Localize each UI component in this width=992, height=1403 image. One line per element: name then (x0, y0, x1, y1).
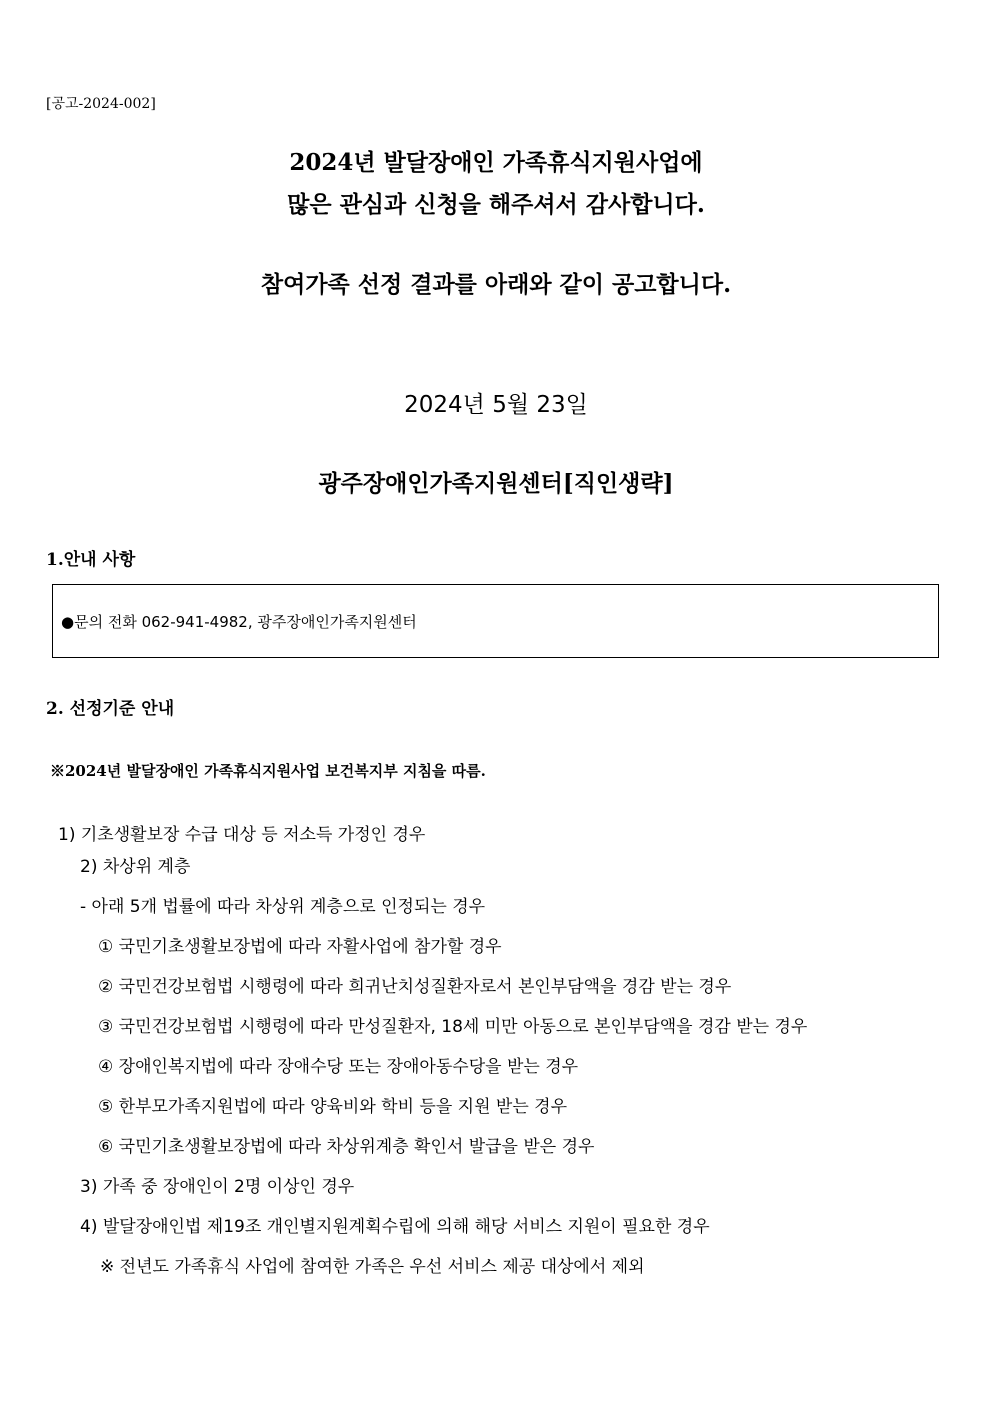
guideline-note: ※2024년 발달장애인 가족휴식지원사업 보건복지부 지침을 따름. (50, 762, 486, 780)
criteria-item: - 아래 5개 법률에 따라 차상위 계층으로 인정되는 경우 (80, 897, 486, 917)
headline-line-2: 많은 관심과 신청을 해주셔서 감사합니다. (287, 191, 705, 218)
criteria-item: ⑤ 한부모가족지원법에 따라 양육비와 학비 등을 지원 받는 경우 (98, 1097, 568, 1117)
criteria-item: ① 국민기초생활보장법에 따라 자활사업에 참가할 경우 (98, 937, 502, 957)
organization-name: 광주장애인가족지원센터[직인생략] (318, 470, 674, 497)
headline-line-3: 참여가족 선정 결과를 아래와 같이 공고합니다. (260, 271, 732, 298)
criteria-item: ③ 국민건강보험법 시행령에 따라 만성질환자, 18세 미만 아동으로 본인부담액을 경감 받는 경우 (98, 1017, 808, 1037)
notice-date: 2024년 5월 23일 (404, 392, 588, 418)
notice-number: [공고-2024-002] (46, 96, 156, 112)
headline-line-1: 2024년 발달장애인 가족휴식지원사업에 (289, 149, 703, 176)
contact-info: ●문의 전화 062-941-4982, 광주장애인가족지원센터 (61, 613, 417, 631)
criteria-item: ② 국민건강보험법 시행령에 따라 희귀난치성질환자로서 본인부담액을 경감 받는 경우 (98, 977, 732, 997)
criteria-item: ※ 전년도 가족휴식 사업에 참여한 가족은 우선 서비스 제공 대상에서 제외 (100, 1257, 645, 1277)
criteria-item: ⑥ 국민기초생활보장법에 따라 차상위계층 확인서 발급을 받은 경우 (98, 1137, 595, 1157)
criteria-item: 4) 발달장애인법 제19조 개인별지원계획수립에 의해 해당 서비스 지원이 필요한 경우 (80, 1217, 710, 1237)
criteria-item: 1) 기초생활보장 수급 대상 등 저소득 가정인 경우 (58, 825, 426, 845)
criteria-item: 2) 차상위 계층 (80, 857, 191, 877)
criteria-item: 3) 가족 중 장애인이 2명 이상인 경우 (80, 1177, 355, 1197)
section-2-title: 2. 선정기준 안내 (46, 699, 175, 719)
contact-box (52, 584, 939, 658)
section-1-title: 1.안내 사항 (46, 550, 136, 570)
criteria-item: ④ 장애인복지법에 따라 장애수당 또는 장애아동수당을 받는 경우 (98, 1057, 579, 1077)
